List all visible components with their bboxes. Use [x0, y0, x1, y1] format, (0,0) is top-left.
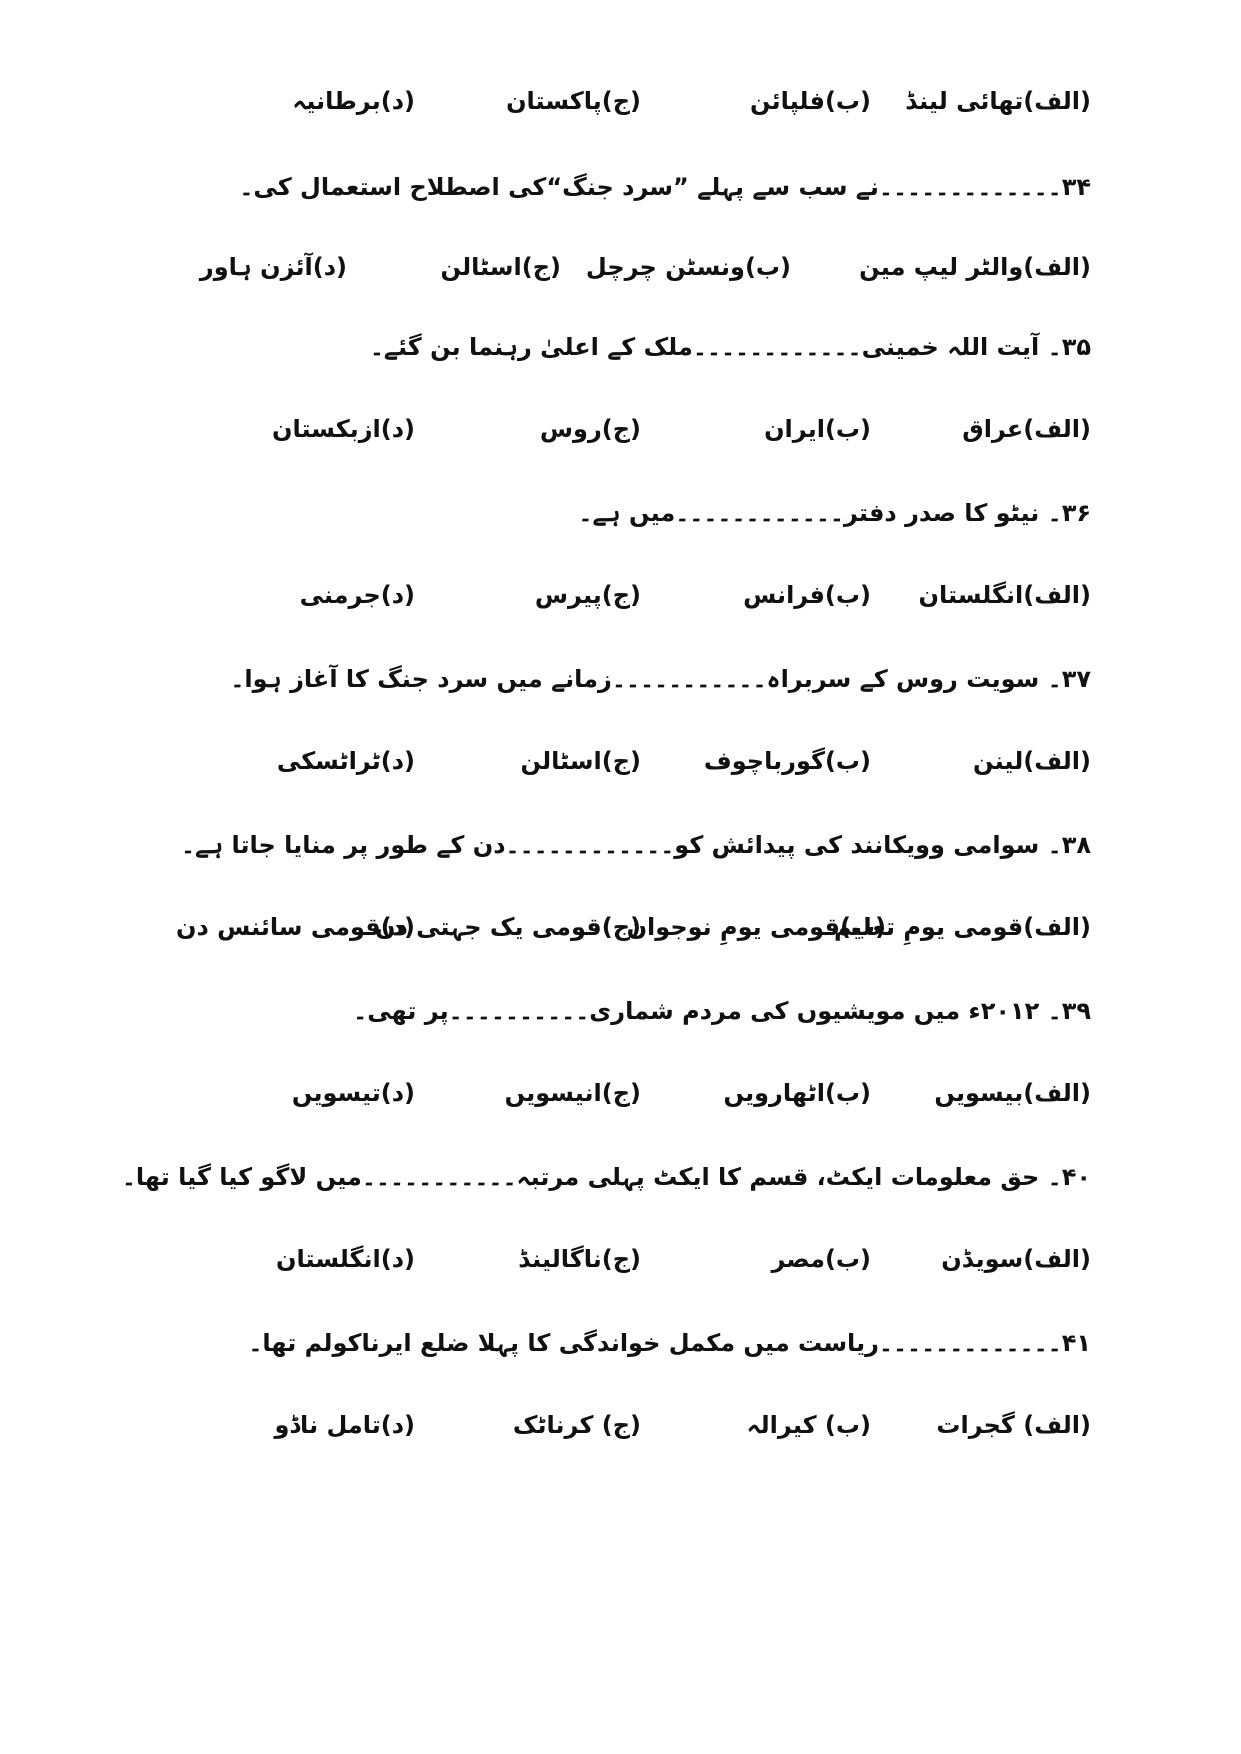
option-b: (ب)فرانس — [743, 581, 871, 609]
option-d: (د)انگلستان — [276, 1245, 415, 1273]
option-c: (ج)قومی یک جہتی دن — [374, 913, 641, 941]
question-text: ۳۸۔ سوامی وویکانند کی پیدائش کو۔۔۔۔۔۔۔۔۔۔۔۔دن کے طور پر منایا جاتا ہے۔ — [180, 831, 1091, 859]
option-a: (الف)بیسویں — [934, 1079, 1091, 1107]
option-c: (ج)اسٹالن — [520, 747, 641, 775]
option-a: (الف)انگلستان — [918, 581, 1091, 609]
option-c: (ج)انیسویں — [504, 1079, 641, 1107]
question-text: ۳۹۔ ۲۰۱۲ء میں مویشیوں کی مردم شماری۔۔۔۔۔۔۔۔۔۔پر تھی۔ — [353, 997, 1091, 1025]
option-d: (د)ٹراٹسکی — [276, 747, 415, 775]
option-d: (د)تیسویں — [291, 1079, 415, 1107]
option-c: (ج)روس — [539, 415, 641, 443]
question-text: ۴۰۔ حق معلومات ایکٹ، قسم کا ایکٹ پہلی مرتبہ۔۔۔۔۔۔۔۔۔۔۔میں لاگو کیا گیا تھا۔ — [121, 1163, 1091, 1191]
question-text: ۳۷۔ سویت روس کے سربراہ۔۔۔۔۔۔۔۔۔۔۔زمانے میں سرد جنگ کا آغاز ہوا۔ — [230, 665, 1091, 693]
option-b: (ب)مصر — [771, 1245, 871, 1273]
option-d: (د)جرمنی — [299, 581, 415, 609]
option-b: (ب)اٹھارویں — [723, 1079, 871, 1107]
option-b: (ب) کیرالہ — [746, 1411, 871, 1439]
option-b: (ب)ونسٹن چرچل — [585, 253, 791, 281]
option-d: (د)تامل ناڈو — [274, 1411, 415, 1439]
option-a: (الف)قومی یومِ تعلیم — [834, 913, 1091, 941]
option-c: (ج)پیرس — [534, 581, 641, 609]
question-text: ۴۱۔۔۔۔۔۔۔۔۔۔۔۔۔ریاست میں مکمل خواندگی کا پہلا ضلع ایرناکولم تھا۔ — [248, 1329, 1091, 1357]
option-d: (د)ازبکستان — [272, 415, 415, 443]
option-b: (ب)فلپائن — [750, 87, 871, 115]
option-a: (الف)سویڈن — [941, 1245, 1091, 1273]
option-b: (ب)گورباچوف — [703, 747, 871, 775]
option-d: (د)برطانیہ — [292, 87, 415, 115]
question-text: ۳۴۔۔۔۔۔۔۔۔۔۔۔۔۔نے سب سے پہلے ”سرد جنگ“کی اصطلاح استعمال کی۔ — [239, 173, 1091, 201]
option-c: (ج) کرناٹک — [512, 1411, 641, 1439]
option-d: (د)آئزن ہاور — [199, 253, 347, 281]
option-c: (ج)اسٹالن — [440, 253, 561, 281]
question-text: ۳۵۔ آیت اللہ خمینی۔۔۔۔۔۔۔۔۔۔۔۔ملک کے اعلیٰ رہنما بن گئے۔ — [369, 333, 1091, 361]
question-text: ۳۶۔ نیٹو کا صدر دفتر۔۔۔۔۔۔۔۔۔۔۔۔میں ہے۔ — [578, 499, 1091, 527]
option-a: (الف)لینن — [973, 747, 1091, 775]
option-a: (الف) گجرات — [936, 1411, 1091, 1439]
option-a: (الف)تھائی لینڈ — [905, 87, 1091, 115]
option-b: (ب)ایران — [764, 415, 871, 443]
option-c: (ج)ناگالینڈ — [518, 1245, 641, 1273]
option-d: (د)قومی سائنس دن — [175, 913, 415, 941]
option-a: (الف)عراق — [962, 415, 1091, 443]
option-c: (ج)پاکستان — [506, 87, 641, 115]
option-a: (الف)والٹر لیپ مین — [859, 253, 1091, 281]
option-b: (ب)قومی یومِ نوجوان — [626, 913, 886, 941]
